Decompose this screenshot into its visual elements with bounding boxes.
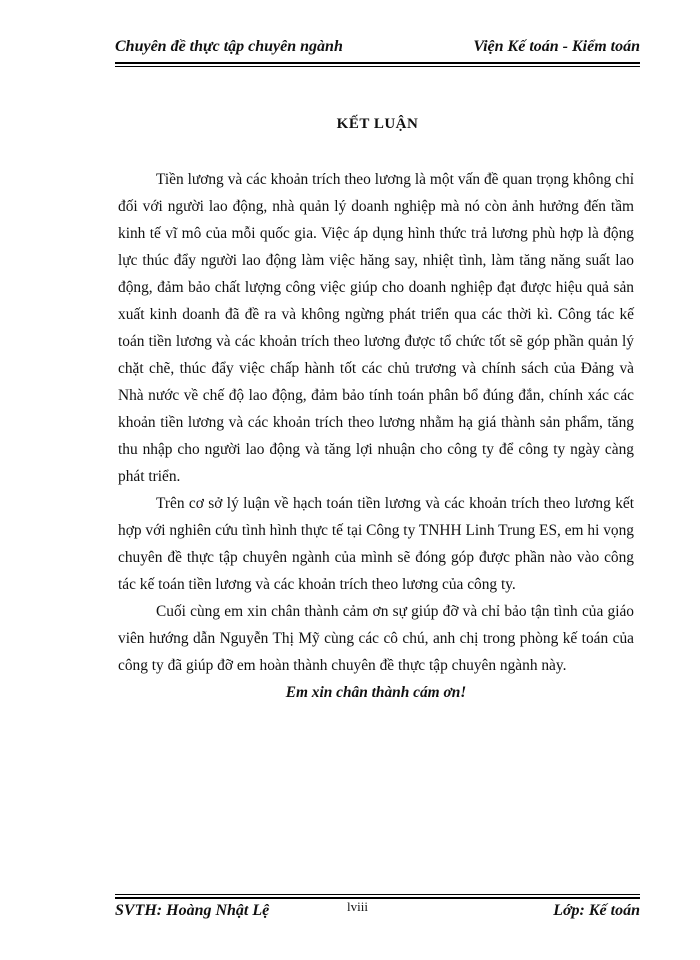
page-header (115, 38, 640, 60)
footer-class: Lớp: Kế toán (553, 902, 640, 919)
header-right-text: Viện Kế toán - Kiểm toán (473, 38, 640, 55)
paragraph-2: Trên cơ sở lý luận về hạch toán tiền lương và các khoản trích theo lương kết hợp với nghiên cứu tình hình thực tế tại Công ty TNHH Linh Trung ES, em hi vọng chuyên đề thực tập chuyên ngành của mình sẽ đóng góp được phần nào vào công tác kế toán tiền lương và các khoản trích theo lương của công ty. (118, 495, 634, 593)
footer-student: SVTH: Hoàng Nhật Lệ (115, 902, 270, 919)
page-number: lviii (347, 899, 368, 914)
page-footer (115, 899, 640, 924)
body-text (118, 166, 634, 706)
paragraph-3: Cuối cùng em xin chân thành cảm ơn sự giúp đỡ và chỉ bảo tận tình của giáo viên hướng dẫn Nguyễn Thị Mỹ cùng các cô chú, anh chị trong phòng kế toán của công ty đã giúp đỡ em hoàn thành chuyên đề thực tập chuyên ngành này. (118, 603, 634, 674)
footer-rule-thin (115, 894, 640, 895)
closing-line: Em xin chân thành cám ơn! (285, 684, 467, 701)
header-left-text: Chuyên đề thực tập chuyên ngành (115, 38, 343, 55)
footer-rule-thick (115, 897, 640, 899)
header-rule-thin (115, 66, 640, 67)
paragraph-1: Tiền lương và các khoản trích theo lương là một vấn đề quan trọng không chỉ đối với người lao động, nhà quản lý doanh nghiệp mà nó còn ảnh hưởng đến tầm kinh tế vĩ mô của mỗi quốc gia. Việc áp dụng hình thức trả lương phù hợp là động lực thúc đẩy người lao động làm việc hăng say, nhiệt tình, làm tăng năng suất lao động, đảm bảo chất lượng công việc giúp cho doanh nghiệp đạt được hiệu quả sản xuất kinh doanh đã đề ra và không ngừng phát triển qua các thời kì. Công tác kế toán tiền lương và các khoản trích theo lương được tổ chức tốt sẽ góp phần quản lý chặt chẽ, thúc đẩy việc chấp hành tốt các chủ trương và chính sách của Đảng và Nhà nước về chế độ lao động, đảm bảo tính toán phân bổ đúng đắn, chính xác các khoản tiền lương và các khoản trích theo lương nhằm hạ giá thành sản phẩm, tăng thu nhập cho người lao động và tăng lợi nhuận cho công ty để công ty ngày càng phát triển. (118, 171, 634, 485)
header-rule-thick (115, 62, 640, 64)
page-title: KẾT LUẬN (336, 116, 419, 132)
